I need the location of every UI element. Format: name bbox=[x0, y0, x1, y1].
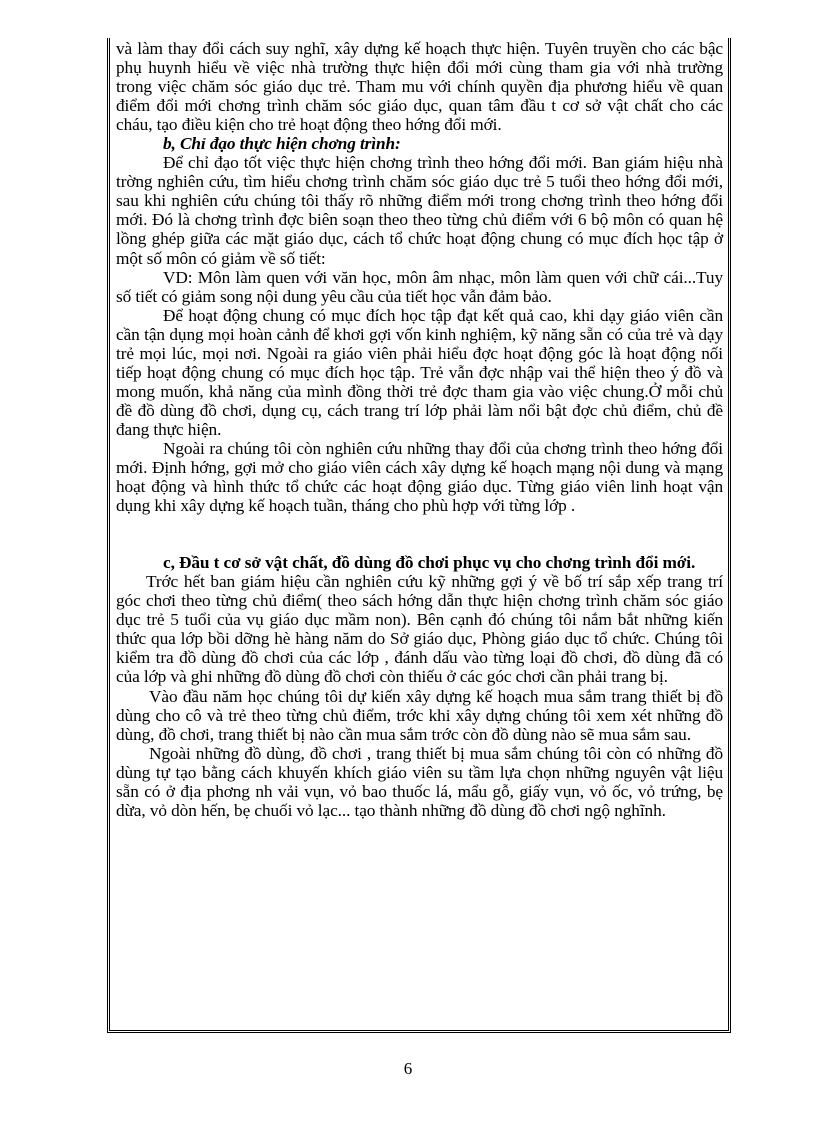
paragraph-vao-dau-nam: Vào đầu năm học chúng tôi dự kiến xây dựng kế hoạch mua sắm trang thiết bị đồ dùng cho cô và trẻ theo từng chủ điểm, trớc khi xây dựng chúng tôi xem xét những đồ dùng, đồ chơi, trang thiết bị nào cần mua sắm trớc còn đồ dùng nào sẽ mua sắm sau. bbox=[116, 686, 723, 744]
paragraph-ngoai-nhung: Ngoài những đồ dùng, đồ chơi , trang thiết bị mua sắm chúng tôi còn có những đồ dùng tự tạo bằng cách khuyến khích giáo viên su tầm lựa chọn những nguyên vật liệu sẵn có ở địa phơng nh vải vụn, vỏ bao thuốc lá, mẩu gỗ, giấy vụn, vỏ ốc, vỏ trứng, bẹ dừa, vỏ dòn hến, bẹ chuối vỏ lạc... tạo thành những đồ dùng đồ chơi ngộ nghĩnh. bbox=[116, 743, 723, 820]
page-number: 6 bbox=[403, 1059, 413, 1078]
paragraph-vd: VD: Môn làm quen với văn học, môn âm nhạc, môn làm quen với chữ cái...Tuy số tiết có giảm song nội dung yêu cầu của tiết học vẫn đảm bảo. bbox=[116, 267, 723, 306]
paragraph-hoat-dong-chung: Để hoạt động chung có mục đích học tập đạt kết quả cao, khi dạy giáo viên cần cần tận dụng mọi hoàn cảnh để khơi gợi vốn kinh nghiệm, kỹ năng sẵn có của trẻ và dạy trẻ mọi lúc, mọi nơi. Ngoài ra giáo viên phải hiểu đợc hoạt động góc là hoạt động nối tiếp hoạt động chung có mục đích học tập. Trẻ vẫn đợc nhập vai thể hiện theo ý đồ và mong muốn, khả năng của mình đồng thời trẻ đợc tham gia vào việc chung.Ở mỗi chủ đề đồ dùng đồ chơi, dụng cụ, cách trang trí lớp phải làm nổi bật đợc chủ điểm, chủ đề đang thực hiện. bbox=[116, 305, 723, 439]
document-body bbox=[116, 39, 723, 820]
section-heading-c: c, Đầu t cơ sở vật chất, đồ dùng đồ chơi phục vụ cho chơng trình đổi mới. bbox=[163, 553, 696, 573]
paragraph-ngoai-ra: Ngoài ra chúng tôi còn nghiên cứu những thay đổi của chơng trình theo hớng đổi mới. Định hớng, gợi mở cho giáo viên cách xây dựng kế hoạch mạng nội dung và mạng hoạt động và hình thức tổ chức các hoạt động giáo dục. Từng giáo viên linh hoạt vận dụng khi xây dựng kế hoạch tuần, tháng cho phù hợp với từng lớp . bbox=[116, 438, 723, 516]
paragraph-tuyen-truyen: và làm thay đổi cách suy nghĩ, xây dựng kế hoạch thực hiện. Tuyên truyền cho các bậc phụ huynh hiểu về việc nhà trường thực hiện đổi mới cùng tham gia với nhà trường trong việc chăm sóc giáo dục trẻ. Tham mu với chính quyền địa phương hiểu về quan điểm đổi mới chơng trình chăm sóc giáo dục, quan tâm đầu t cơ sở vật chất cho các cháu, tạo điều kiện cho trẻ hoạt động theo hớng đổi mới. bbox=[116, 39, 723, 135]
paragraph-truoc-het: Trớc hết ban giám hiệu cần nghiên cứu kỹ những gợi ý về bố trí sắp xếp trang trí góc chơi theo từng chủ điểm( theo sách hớng dẫn thực hiện chơng trình chăm sóc giáo dục trẻ 5 tuổi của vụ giáo dục mầm non). Bên cạnh đó chúng tôi nắm bắt những kiến thức qua lớp bồi dỡng hè hàng năm do Sở giáo dục, Phòng giáo dục tổ chức. Chúng tôi kiểm tra đồ dùng đồ chơi của các lớp , đánh dấu vào từng loại đồ chơi, đồ dùng đã có của lớp và ghi những đồ dùng đồ chơi còn thiếu ở các góc chơi cần phải trang bị. bbox=[116, 572, 723, 687]
section-heading-b: b, Chỉ đạo thực hiện chơng trình: bbox=[163, 134, 401, 154]
paragraph-chi-dao: Để chỉ đạo tốt việc thực hiện chơng trình theo hớng đổi mới. Ban giám hiệu nhà trờng nghiên cứu, tìm hiểu chơng trình chăm sóc giáo dục trẻ 5 tuổi theo hớng đổi mới, sau khi nghiên cứu chúng tôi thấy rõ những điểm mới trong chơng trình theo hớng đổi mới. Đó là chơng trình đợc biên soạn theo theo từng chủ điểm với 6 bộ môn có quan hệ lồng ghép giữa các mặt giáo dục, cách tổ chức hoạt động chung có mục đích học tập ở một số môn có giảm về số tiết: bbox=[116, 153, 723, 268]
